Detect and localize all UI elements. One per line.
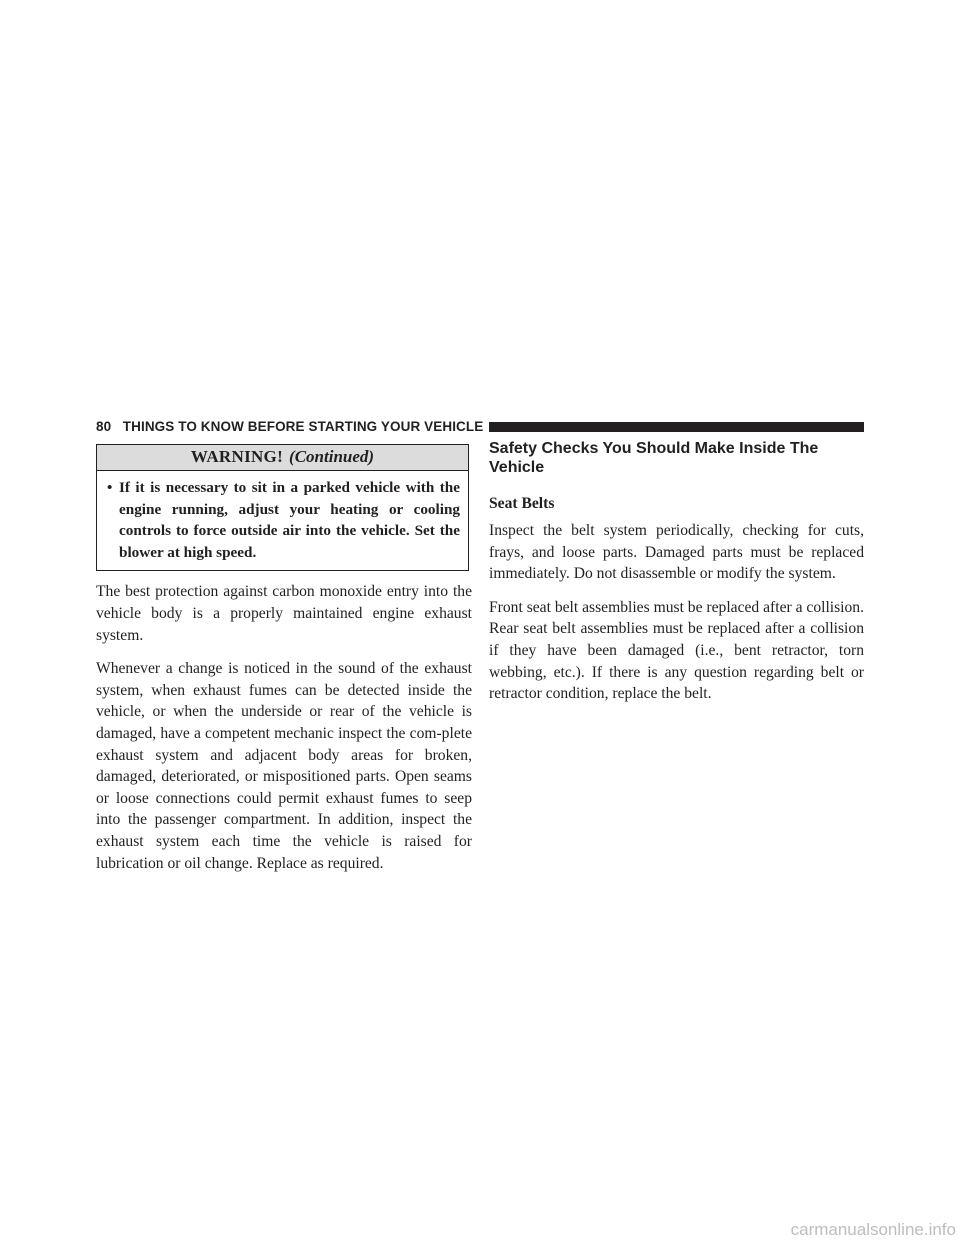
left-column [96, 444, 472, 874]
header-text [96, 418, 489, 436]
section-title: Safety Checks You Should Make Inside The Vehicle [489, 440, 819, 476]
paragraph-exhaust-inspection: Whenever a change is noticed in the sound of the exhaust system, when exhaust fumes can be detected inside the vehicle, or when the underside or rear of the vehicle is damaged, have a competent mechanic inspect the com-plete exhaust system and adjacent body areas for broken, damaged, deteriorated, or mispositioned parts. Open seams or loose connections could permit exhaust fumes to seep into the passenger compartment. In addition, inspect the exhaust system each time the vehicle is raised for lubrication or oil change. Replace as required. [96, 660, 472, 872]
page-header [96, 418, 864, 436]
warning-box [96, 444, 469, 571]
warning-continued: (Continued) [289, 447, 375, 466]
warning-body [97, 471, 468, 570]
warning-title-bar [97, 445, 468, 471]
paragraph-belt-inspection: Inspect the belt system periodically, checking for cuts, frays, and loose parts. Damaged parts must be replaced immediately. Do not disassemble or modify the system. [489, 522, 864, 583]
right-column [489, 440, 864, 705]
bullet-icon: • [107, 479, 113, 496]
subheading-seat-belts: Seat Belts [489, 495, 555, 512]
paragraph-belt-replacement: Front seat belt assemblies must be replaced after a collision. Rear seat belt assemblies must be replaced after a collision if they have been damaged (i.e., bent retractor, torn webbing, etc.). If there is any question regarding belt or retractor condition, replace the belt. [489, 598, 865, 703]
page-number: 80 [96, 419, 112, 434]
warning-text: If it is necessary to sit in a parked vehicle with the engine running, adjust your heating or cooling controls to force outside air into the vehicle. Set the blower at high speed. [119, 479, 460, 561]
warning-title: WARNING! [190, 447, 284, 466]
chapter-title: THINGS TO KNOW BEFORE STARTING YOUR VEHICLE [122, 419, 484, 434]
watermark: carmanualsonline.info [790, 1220, 956, 1239]
paragraph-exhaust-protection: The best protection against carbon monoxide entry into the vehicle body is a properly maintained engine exhaust system. [96, 583, 472, 644]
